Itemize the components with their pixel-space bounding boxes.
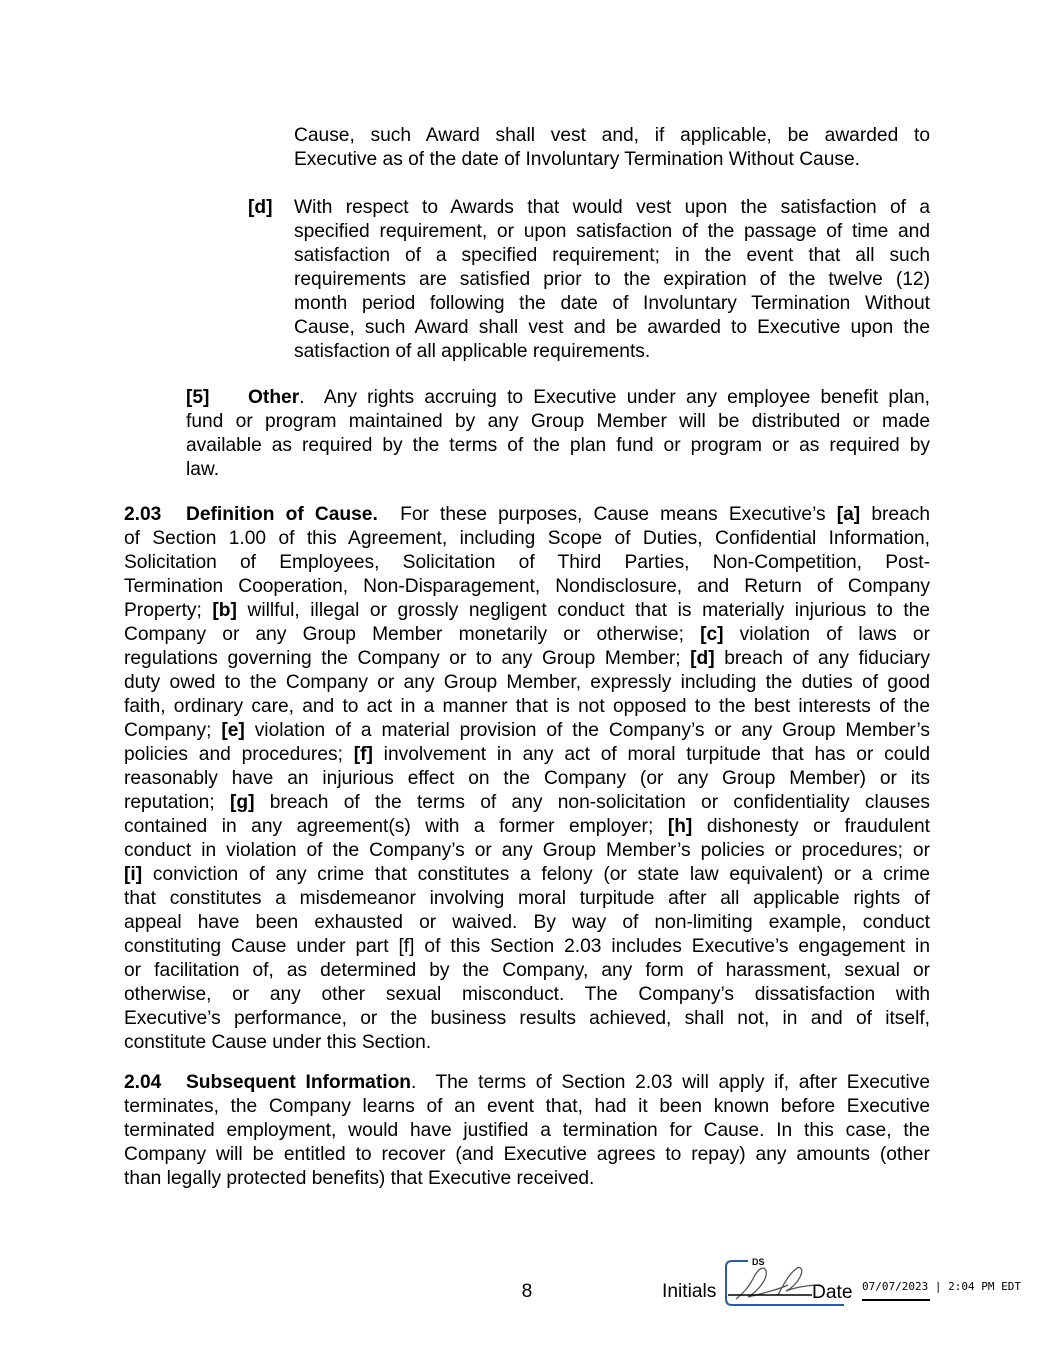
- text-line: constituting Cause under part [f] of this Section 2.03 includes Executive’s engagement in: [124, 936, 930, 957]
- text-run: involvement in any act of moral turpitude that has or could: [372, 744, 930, 765]
- text-line: Executive’s performance, or the business results achieved, shall not, in and of itself,: [124, 1008, 930, 1029]
- text-run: Property;: [124, 600, 213, 621]
- ds-tag: DS: [752, 1257, 765, 1267]
- text-line: [124, 719, 930, 743]
- section-2-04-number: 2.04: [124, 1072, 162, 1093]
- item-5-first-line: [248, 386, 930, 410]
- text-line: or facilitation of, as determined by the Company, any form of harassment, sexual or: [124, 960, 930, 981]
- text-run: reputation;: [124, 792, 230, 813]
- clause-marker: [b]: [212, 600, 237, 621]
- text-line: terminated employment, would have justified a termination for Cause. In this case, the: [124, 1120, 930, 1141]
- text-run: dishonesty or fraudulent: [692, 816, 930, 837]
- clause-marker: [a]: [836, 504, 861, 525]
- text-run: policies and procedures;: [124, 744, 354, 765]
- text-run: regulations governing the Company or to any Group Member;: [124, 648, 691, 669]
- section-2-04-paragraph: [124, 1095, 930, 1191]
- text-run: willful, illegal or grossly negligent conduct that is materially injurious to the: [236, 600, 930, 621]
- text-run: breach of any fiduciary: [714, 648, 930, 669]
- item-5-marker: [5]: [186, 387, 210, 408]
- text-line: [124, 791, 930, 815]
- text-line: Executive as of the date of Involuntary Termination Without Cause.: [294, 149, 860, 170]
- text-run: . The terms of Section 2.03 will apply if, after Executive: [411, 1072, 930, 1093]
- item-d-marker: [d]: [248, 197, 273, 218]
- text-line: Company will be entitled to recover (and Executive agrees to repay) any amounts (other: [124, 1144, 930, 1165]
- item-5-paragraph: [186, 410, 930, 482]
- text-line: Termination Cooperation, Non-Disparagement, Nondisclosure, and Return of Company: [124, 576, 930, 597]
- text-line: appeal have been exhausted or waived. By way of non-limiting example, conduct: [124, 912, 930, 933]
- text-run: violation of a material provision of the Company’s or any Group Member’s: [244, 720, 930, 741]
- clause-marker: [d]: [690, 648, 715, 669]
- text-line: [124, 599, 930, 623]
- clause-marker: [e]: [221, 720, 245, 741]
- text-line: of Section 1.00 of this Agreement, including Scope of Duties, Confidential Information,: [124, 528, 930, 549]
- text-line: specified requirement, or upon satisfaction of the passage of time and: [294, 221, 930, 242]
- text-line: that constitutes a misdemeanor involving moral turpitude after all applicable rights of: [124, 888, 930, 909]
- clause-marker: [h]: [667, 816, 693, 837]
- text-run: Company or any Group Member monetarily or otherwise;: [124, 624, 701, 645]
- text-line: requirements are satisfied prior to the expiration of the twelve (12): [294, 269, 930, 290]
- text-line: month period following the date of Involuntary Termination Without: [294, 293, 930, 314]
- section-2-03-paragraph: [124, 527, 930, 1055]
- item-5-heading: Other: [248, 387, 300, 408]
- text-run: Company;: [124, 720, 222, 741]
- text-line: [186, 503, 930, 527]
- clause-marker: [g]: [229, 792, 255, 813]
- text-run: violation of laws or: [723, 624, 930, 645]
- page-number: 8: [521, 1281, 533, 1302]
- date-label: Date: [812, 1282, 853, 1303]
- text-line: satisfaction of all applicable requirements.: [294, 341, 651, 362]
- text-run: For these purposes, Cause means Executive’s: [377, 504, 837, 525]
- text-line: conduct in violation of the Company’s or any Group Member’s policies or procedures; or: [124, 840, 930, 861]
- text-line: With respect to Awards that would vest upon the satisfaction of a: [294, 197, 930, 218]
- text-line: Cause, such Award shall vest and, if applicable, be awarded to: [294, 125, 930, 146]
- text-line: faith, ordinary care, and to act in a manner that is not opposed to the best interests of the: [124, 696, 930, 717]
- text-line: terminates, the Company learns of an event that, had it been known before Executive: [124, 1096, 930, 1117]
- text-run: breach: [860, 504, 931, 525]
- text-line: [124, 815, 930, 839]
- text-line: satisfaction of a specified requirement; in the event that all such: [294, 245, 930, 266]
- text-line: [124, 743, 930, 767]
- clause-marker: [i]: [124, 864, 143, 885]
- section-2-03-heading: Definition of Cause.: [186, 504, 378, 525]
- date-value: 07/07/2023 | 2:04 PM EDT: [862, 1280, 1021, 1293]
- text-line: [124, 647, 930, 671]
- initials-label: Initials: [662, 1281, 717, 1302]
- text-line: [186, 1071, 930, 1095]
- text-run: conviction of any crime that constitutes a felony (or state law equivalent) or a crime: [142, 864, 930, 885]
- clause-marker: [c]: [700, 624, 724, 645]
- text-line: constitute Cause under this Section.: [124, 1032, 432, 1053]
- item-d-paragraph: [294, 196, 930, 364]
- text-line: available as required by the terms of the plan fund or program or as required by: [186, 435, 930, 456]
- text-line: Cause, such Award shall vest and be awarded to Executive upon the: [294, 317, 930, 338]
- text-line: [124, 623, 930, 647]
- item-c-continuation: [294, 124, 930, 172]
- section-2-04-first-line: [186, 1071, 930, 1095]
- text-line: [248, 386, 930, 410]
- text-line: fund or program maintained by any Group Member will be distributed or made: [186, 411, 930, 432]
- section-2-03-first-line: [186, 503, 930, 527]
- clause-marker: [f]: [353, 744, 373, 765]
- section-2-03-number: 2.03: [124, 504, 162, 525]
- text-line: otherwise, or any other sexual misconduct. The Company’s dissatisfaction with: [124, 984, 930, 1005]
- text-line: law.: [186, 459, 220, 480]
- section-2-04-heading: Subsequent Information: [186, 1072, 412, 1093]
- text-line: Solicitation of Employees, Solicitation of Third Parties, Non-Competition, Post-: [124, 552, 930, 573]
- text-line: [124, 863, 930, 887]
- text-run: contained in any agreement(s) with a former employer;: [124, 816, 668, 837]
- text-line: than legally protected benefits) that Executive received.: [124, 1168, 595, 1189]
- text-run: breach of the terms of any non-solicitation or confidentiality clauses: [254, 792, 930, 813]
- date-underline: [862, 1299, 930, 1301]
- item-5-line1-text: . Any rights accruing to Executive under any employee benefit plan,: [299, 387, 930, 408]
- text-line: reasonably have an injurious effect on the Company (or any Group Member) or its: [124, 768, 930, 789]
- text-line: duty owed to the Company or any Group Member, expressly including the duties of good: [124, 672, 930, 693]
